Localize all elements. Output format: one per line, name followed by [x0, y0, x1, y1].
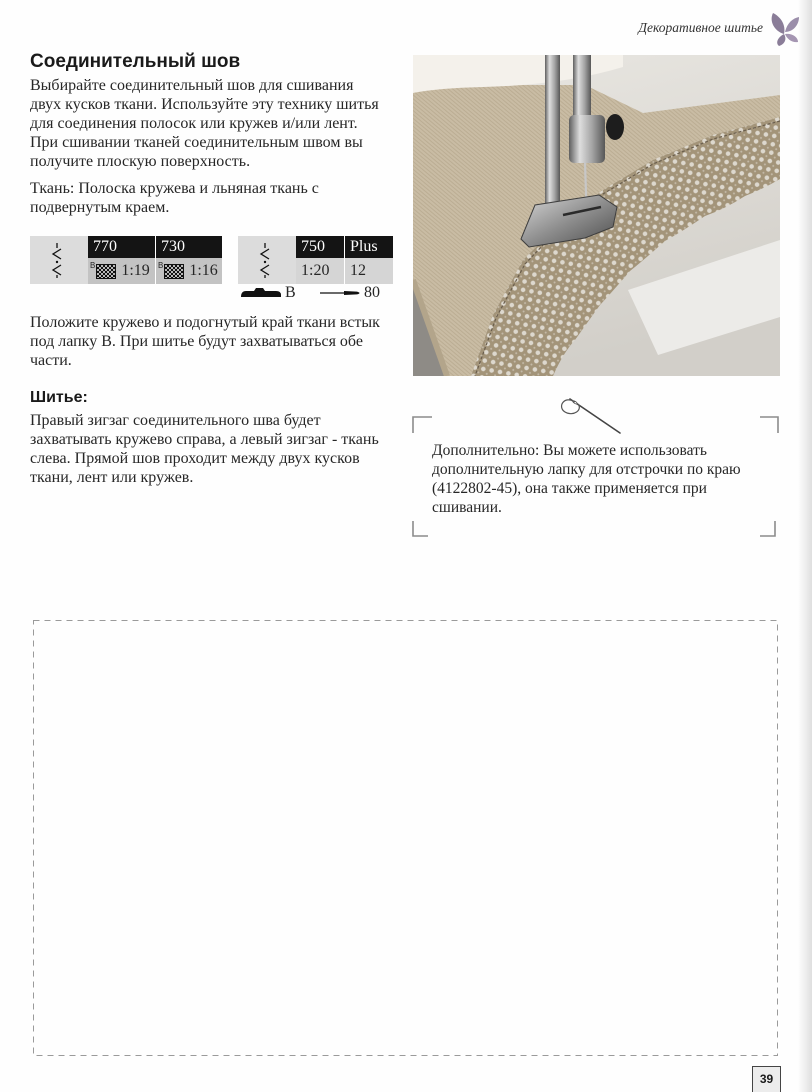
stitch-ratio: 1:16	[189, 262, 218, 279]
intro-line: двух кусков ткани. Используйте эту технику шитья	[30, 96, 379, 113]
needle-icon	[320, 288, 362, 298]
sewing-heading: Шитье:	[30, 389, 88, 406]
intro-line: При сшивании тканей соединительным швом вы	[30, 134, 363, 151]
fabric-paragraph	[30, 179, 319, 217]
table-value-row	[296, 258, 393, 284]
stitch-icon-cell	[30, 236, 88, 284]
model-header: 770	[93, 238, 117, 255]
needle-size-label: 80	[364, 284, 380, 301]
presser-foot-icon	[240, 287, 282, 299]
model-header: 730	[155, 236, 222, 258]
presser-foot-label: B	[285, 284, 296, 301]
placement-paragraph	[30, 313, 380, 370]
sewing-machine-photo	[413, 55, 780, 376]
frame-corner-bottom-right	[760, 521, 775, 536]
stitch-pattern-icon	[164, 264, 184, 279]
sewing-line: Правый зигзаг соединительного шва будет	[30, 412, 321, 429]
table-value-row	[88, 258, 222, 284]
settings-table-b	[238, 236, 393, 284]
tip-line: (4122802-45), она также применяется при	[432, 480, 707, 497]
table-header-row	[88, 236, 222, 258]
intro-line: получите плоскую поверхность.	[30, 153, 251, 170]
fabric-line: Ткань: Полоска кружева и льняная ткань с	[30, 180, 319, 197]
model-header: Plus	[344, 236, 393, 258]
connecting-stitch-icon	[50, 242, 64, 278]
sewing-line: ткани, лент или кружев.	[30, 469, 194, 486]
stitch-ratio: 1:19	[121, 262, 150, 279]
foot-letter: B	[90, 261, 96, 270]
tip-line: сшивании.	[432, 499, 502, 516]
placement-line: части.	[30, 352, 72, 369]
table-header-row	[296, 236, 393, 258]
stitch-pattern-icon	[96, 264, 116, 279]
frame-corner-top-left	[413, 417, 432, 433]
page-title: Соединительный шов	[30, 51, 241, 72]
connecting-stitch-icon	[258, 242, 272, 278]
leaf-icon	[768, 12, 800, 46]
intro-line: для соединения полосок или кружев и/или лент.	[30, 115, 358, 132]
fabric-line: подвернутым краем.	[30, 199, 170, 216]
tip-text	[432, 441, 741, 517]
intro-line: Выбирайте соединительный шов для сшивания	[30, 77, 354, 94]
needle-clamp	[569, 115, 605, 163]
tip-line: Дополнительно: Вы можете использовать	[432, 442, 707, 459]
dashed-notes-area	[33, 620, 778, 1056]
tip-line: дополнительную лапку для отстрочки по краю	[432, 461, 741, 478]
frame-corner-top-right	[760, 417, 778, 433]
model-header: 750	[301, 238, 325, 255]
sewing-line: захватывать кружево справа, а левый зигзаг - ткань	[30, 431, 379, 448]
setting-cell	[155, 258, 222, 284]
intro-paragraph	[30, 76, 379, 171]
stitch-icon-cell	[238, 236, 296, 284]
page-number: 39	[752, 1066, 781, 1092]
setting-cell: 1:20	[301, 262, 330, 279]
frame-corner-bottom-left	[413, 521, 428, 536]
page-edge-shadow	[798, 0, 812, 1092]
presser-bar	[545, 55, 560, 205]
setting-cell: 12	[344, 258, 393, 284]
sewing-line: слева. Прямой шов проходит между двух кусков	[30, 450, 360, 467]
settings-table-a	[30, 236, 222, 284]
setting-cell	[88, 258, 155, 284]
section-title: Декоративное шитье	[638, 20, 763, 35]
sewing-paragraph	[30, 411, 379, 487]
placement-line: Положите кружево и подогнутый край ткани встык	[30, 314, 380, 331]
foot-letter: B	[158, 261, 164, 270]
thumb-screw	[606, 114, 624, 140]
placement-line: под лапку B. При шитье будут захватываться обе	[30, 333, 363, 350]
